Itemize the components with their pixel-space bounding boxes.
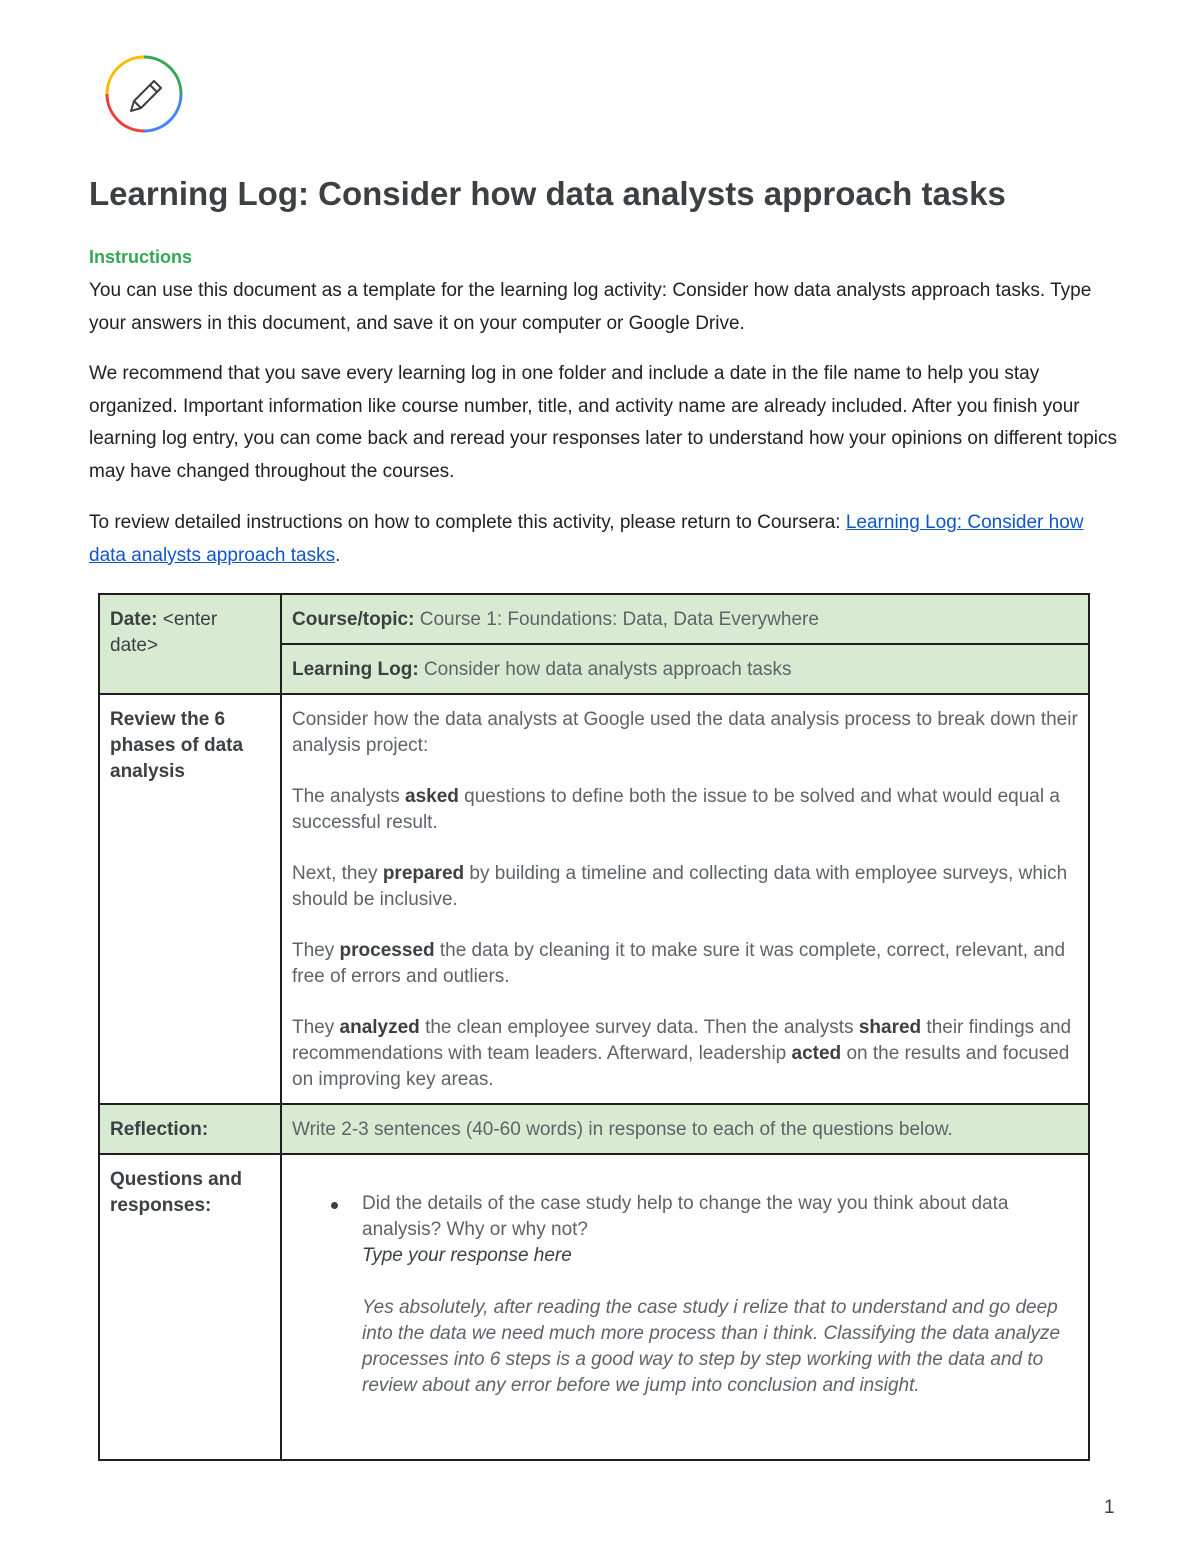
question-1-text: Did the details of the case study help to change the way you think about data analysis? Why or why not?: [362, 1193, 1009, 1240]
questions-label: Questions and responses:: [99, 1154, 281, 1460]
date-label: Date:: [110, 609, 158, 630]
response-1-text[interactable]: Yes absolutely, after reading the case study i relize that to understand and go deep into the data we need much more process than i think. Classifying the data analyze processes into 6 steps is a good way to step by step working with the data and to review about any error before we jump into conclusion and insight.: [362, 1297, 1061, 1396]
question-item: [362, 1191, 1078, 1399]
coursera-activity-link[interactable]: Learning Log: Consider how data analysts approach tasks: [89, 512, 1084, 566]
response-placeholder[interactable]: Type your response here: [362, 1245, 572, 1266]
instructions-heading: Instructions: [89, 247, 193, 267]
instructions-paragraph-2: We recommend that you save every learning log in one folder and include a date in the file name to help you stay organized. Important information like course number, title, and activity name are already included. After you finish your learning log entry, you can come back and reread your responses later to understand how your opinions on different topics may have changed throughout the courses.: [89, 363, 1118, 482]
prepare-phase-text: Next, they prepared by building a timeline and collecting data with employee surveys, which should be inclusive.: [292, 863, 1068, 910]
prepare-keyword: prepared: [382, 863, 465, 884]
review-phases-content: [281, 694, 1089, 1104]
analyze-keyword: analyzed: [339, 1017, 420, 1038]
act-keyword: acted: [791, 1043, 842, 1064]
course-topic-cell: [281, 594, 1089, 644]
learning-log-value: Consider how data analysts approach tasks: [418, 659, 792, 680]
questions-list: [292, 1191, 1078, 1399]
pencil-logo-icon: [104, 54, 184, 134]
date-value: <enter date>: [110, 609, 218, 656]
date-cell[interactable]: [99, 594, 281, 694]
questions-row: [99, 1154, 1089, 1460]
document-title: Learning Log: Consider how data analysts approach tasks: [89, 175, 1006, 212]
process-keyword: processed: [339, 940, 435, 961]
paragraph-3-suffix: .: [335, 544, 341, 566]
instructions-paragraph-3: [89, 507, 1119, 572]
process-phase-text: They processed the data by cleaning it to make sure it was complete, correct, relevant, and free of errors and outliers.: [292, 940, 1066, 987]
reflection-label: Reflection:: [99, 1104, 281, 1154]
ask-keyword: asked: [405, 786, 459, 807]
learning-log-cell: [281, 644, 1089, 694]
review-phases-label: Review the 6 phases of data analysis: [99, 694, 281, 1104]
bullet-icon: [331, 1202, 338, 1209]
analyze-share-act-phase-text: They analyzed the clean employee survey data. Then the analysts shared their findings and recommendations with team leaders. Afterward, leadership acted on the results and focused on improving key areas.: [292, 1017, 1072, 1090]
instructions-paragraph-1: You can use this document as a template for the learning log activity: Consider how data analysts approach tasks. Type your answers in this document, and save it on your computer or Google Drive.: [89, 280, 1092, 334]
questions-content[interactable]: [281, 1154, 1089, 1460]
review-phases-row: [99, 694, 1089, 1104]
learning-log-label: Learning Log:: [292, 659, 419, 680]
course-topic-value: Course 1: Foundations: Data, Data Everywhere: [414, 609, 819, 630]
reflection-instructions: Write 2-3 sentences (40-60 words) in response to each of the questions below.: [281, 1104, 1089, 1154]
review-intro: Consider how the data analysts at Google used the data analysis process to break down their analysis project:: [292, 709, 1078, 756]
reflection-row: [99, 1104, 1089, 1154]
ask-phase-text: The analysts asked questions to define both the issue to be solved and what would equal a successful result.: [292, 786, 1060, 833]
learning-log-table: [98, 593, 1090, 1461]
share-keyword: shared: [858, 1017, 922, 1038]
course-topic-label: Course/topic:: [292, 609, 415, 630]
course-row: [99, 594, 1089, 644]
paragraph-3-prefix: To review detailed instructions on how to complete this activity, please return to Coursera:: [89, 512, 846, 533]
page-number: 1: [1104, 1497, 1115, 1518]
